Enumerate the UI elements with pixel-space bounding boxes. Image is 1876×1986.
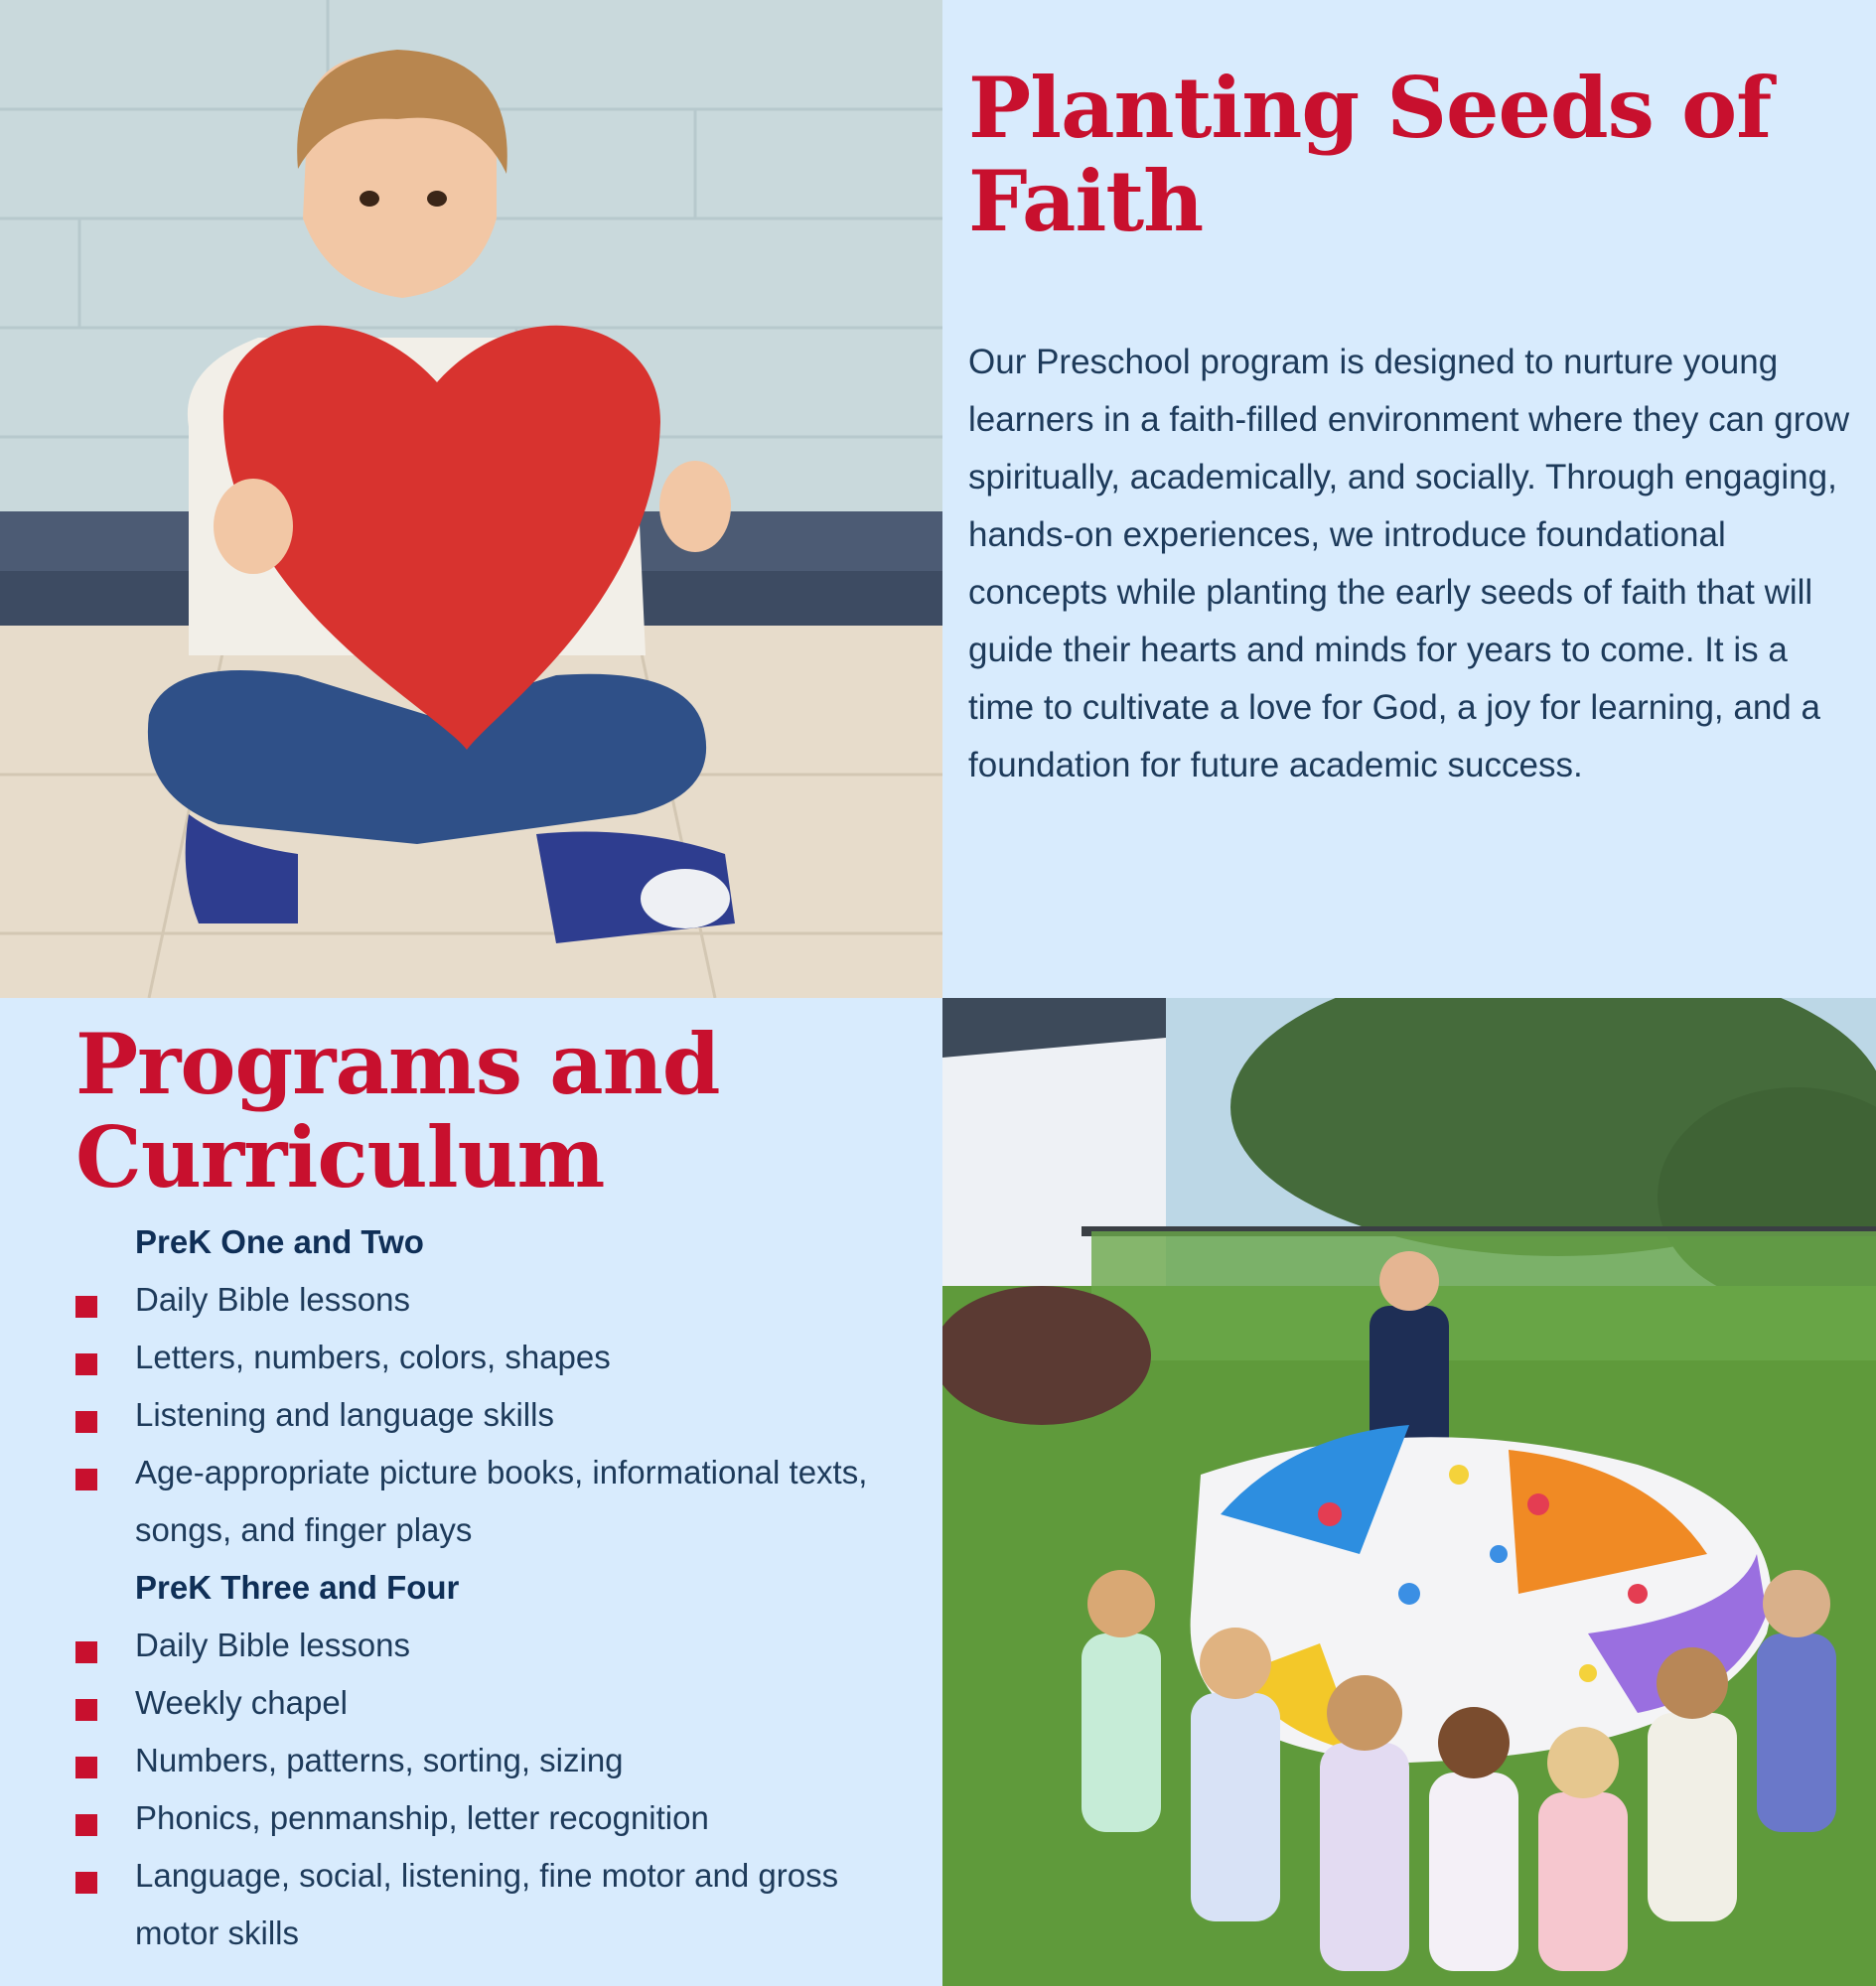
- list-item-text: Letters, numbers, colors, shapes: [135, 1339, 611, 1375]
- list-item: [75, 1271, 930, 1329]
- intro-title: Planting Seeds of Faith: [968, 59, 1772, 250]
- list-item: [75, 1674, 930, 1732]
- list-item-text: Numbers, patterns, sorting, sizing: [135, 1742, 624, 1778]
- photo-boy-with-heart: [0, 0, 942, 998]
- intro-section: [942, 0, 1876, 998]
- square-bullet-icon: [75, 1814, 97, 1836]
- list-item: [75, 1789, 930, 1847]
- square-bullet-icon: [75, 1411, 97, 1433]
- photo-kids-parachute: [942, 998, 1876, 1986]
- list-item: [75, 1386, 930, 1444]
- list-item-text: Weekly chapel: [135, 1684, 349, 1721]
- square-bullet-icon: [75, 1641, 97, 1663]
- list-item: [75, 1847, 930, 1962]
- group-heading: PreK One and Two: [135, 1223, 424, 1260]
- list-item-text: Phonics, penmanship, letter recognition: [135, 1799, 709, 1836]
- list-item: [75, 1444, 930, 1559]
- square-bullet-icon: [75, 1872, 97, 1894]
- square-bullet-icon: [75, 1699, 97, 1721]
- curriculum-list: [75, 1213, 930, 1962]
- list-item: [75, 1617, 930, 1674]
- square-bullet-icon: [75, 1353, 97, 1375]
- list-item: [75, 1329, 930, 1386]
- square-bullet-icon: [75, 1469, 97, 1490]
- square-bullet-icon: [75, 1757, 97, 1778]
- list-item-text: Language, social, listening, fine motor and gross motor skills: [135, 1857, 839, 1951]
- list-item-text: Daily Bible lessons: [135, 1627, 410, 1663]
- list-item-text: Age-appropriate picture books, informational texts, songs, and finger plays: [135, 1454, 868, 1548]
- list-item-text: Daily Bible lessons: [135, 1281, 410, 1318]
- programs-section: [0, 998, 942, 1986]
- programs-title: Programs and Curriculum: [75, 1015, 720, 1206]
- list-item-text: Listening and language skills: [135, 1396, 554, 1433]
- intro-body: Our Preschool program is designed to nurture young learners in a faith-filled environment where they can grow spiritually, academically, and socially. Through engaging, hands-on experiences, we introduce foundational concepts while planting the early seeds of faith that will guide their hearts and minds for years to come. It is a time to cultivate a love for God, a joy for learning, and a foundation for future academic success.: [968, 343, 1850, 784]
- list-item: [75, 1732, 930, 1789]
- group-heading: PreK Three and Four: [135, 1569, 460, 1606]
- square-bullet-icon: [75, 1296, 97, 1318]
